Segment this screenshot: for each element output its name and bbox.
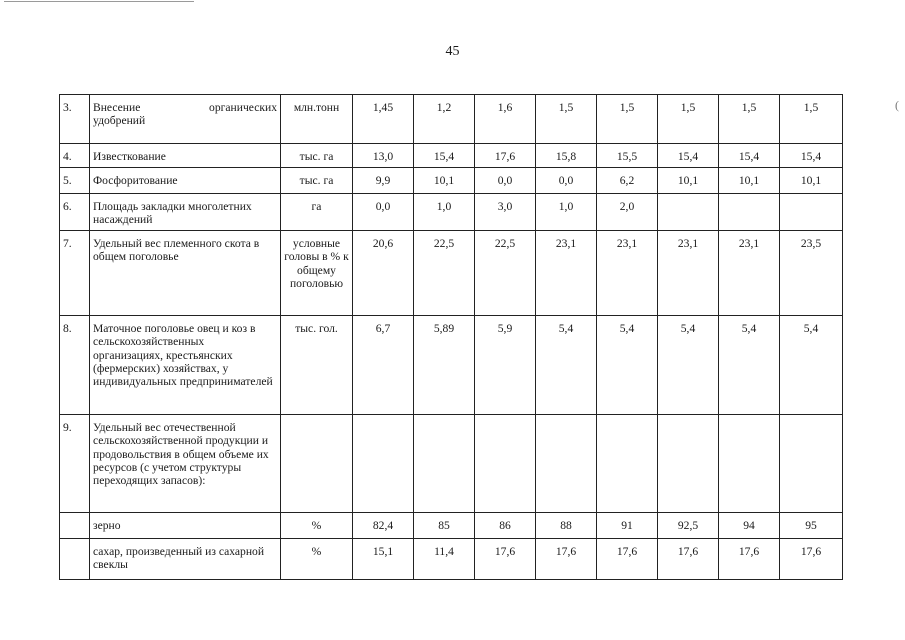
value-cell: 20,6 (353, 230, 414, 315)
row-unit: тыс. га (281, 144, 353, 168)
value-cell: 17,6 (475, 538, 536, 579)
value-cell: 15,5 (597, 144, 658, 168)
value-cell (597, 414, 658, 512)
value-cell: 5,89 (414, 315, 475, 414)
table-row (60, 512, 843, 538)
value-cell: 1,5 (780, 95, 843, 144)
value-cell: 85 (414, 512, 475, 538)
table-row (60, 168, 843, 194)
indicators-table (59, 94, 843, 580)
value-cell: 86 (475, 512, 536, 538)
value-cell: 94 (719, 512, 780, 538)
value-cell (536, 414, 597, 512)
value-cell: 15,8 (536, 144, 597, 168)
value-cell: 6,2 (597, 168, 658, 194)
row-indicator-name: Площадь закладки многолетних насаждений (90, 194, 281, 231)
row-indicator-name: Удельный вес отечественной сельскохозяйственной продукции и продовольствия в общем объеме их ресурсов (с учетом структуры переходящих запасов): (90, 414, 281, 512)
value-cell: 13,0 (353, 144, 414, 168)
value-cell: 23,1 (597, 230, 658, 315)
row-unit: га (281, 194, 353, 231)
value-cell: 1,6 (475, 95, 536, 144)
value-cell: 5,4 (536, 315, 597, 414)
value-cell (414, 414, 475, 512)
value-cell (353, 414, 414, 512)
row-indicator-name: Фосфоритование (90, 168, 281, 194)
value-cell: 22,5 (475, 230, 536, 315)
value-cell: 91 (597, 512, 658, 538)
page-number: 45 (445, 44, 460, 59)
top-edge-rule (4, 1, 194, 2)
row-indicator-name: Удельный вес племенного скота в общем поголовье (90, 230, 281, 315)
value-cell: 10,1 (719, 168, 780, 194)
row-indicator-name: зерно (90, 512, 281, 538)
value-cell: 17,6 (780, 538, 843, 579)
value-cell: 1,5 (658, 95, 719, 144)
row-indicator-name (90, 95, 281, 144)
value-cell: 1,5 (597, 95, 658, 144)
value-cell: 15,4 (414, 144, 475, 168)
value-cell: 5,4 (719, 315, 780, 414)
value-cell: 1,5 (536, 95, 597, 144)
row-unit: тыс. га (281, 168, 353, 194)
row-unit: % (281, 512, 353, 538)
row-indicator-name: Маточное поголовье овец и коз в сельскохозяйственных организациях, крестьянских (фермерских) хозяйствах, у индивидуальных предпринимателей (90, 315, 281, 414)
value-cell: 10,1 (414, 168, 475, 194)
value-cell (719, 194, 780, 231)
row-number: 3. (60, 95, 90, 144)
value-cell: 0,0 (536, 168, 597, 194)
row-number: 8. (60, 315, 90, 414)
row-number: 6. (60, 194, 90, 231)
row-number (60, 512, 90, 538)
value-cell: 10,1 (780, 168, 843, 194)
row-number: 9. (60, 414, 90, 512)
value-cell: 17,6 (719, 538, 780, 579)
value-cell: 1,0 (536, 194, 597, 231)
value-cell (475, 414, 536, 512)
row-indicator-name: Известкование (90, 144, 281, 168)
indicator-name-word: Внесение (93, 101, 141, 114)
value-cell: 1,0 (414, 194, 475, 231)
value-cell: 23,5 (780, 230, 843, 315)
value-cell: 92,5 (658, 512, 719, 538)
value-cell: 2,0 (597, 194, 658, 231)
value-cell: 0,0 (475, 168, 536, 194)
value-cell: 23,1 (536, 230, 597, 315)
value-cell (658, 194, 719, 231)
value-cell: 3,0 (475, 194, 536, 231)
table-row (60, 230, 843, 315)
value-cell: 10,1 (658, 168, 719, 194)
value-cell (780, 194, 843, 231)
value-cell (719, 414, 780, 512)
row-unit: млн.тонн (281, 95, 353, 144)
indicator-name-line (93, 101, 277, 114)
value-cell: 95 (780, 512, 843, 538)
value-cell: 15,1 (353, 538, 414, 579)
value-cell: 17,6 (536, 538, 597, 579)
row-indicator-name: сахар, произведенный из сахарной свеклы (90, 538, 281, 579)
value-cell: 5,9 (475, 315, 536, 414)
value-cell: 6,7 (353, 315, 414, 414)
value-cell: 88 (536, 512, 597, 538)
table-row (60, 538, 843, 579)
value-cell: 15,4 (719, 144, 780, 168)
row-unit (281, 414, 353, 512)
value-cell: 22,5 (414, 230, 475, 315)
table-row (60, 315, 843, 414)
table-row (60, 194, 843, 231)
row-unit: тыс. гол. (281, 315, 353, 414)
row-number: 7. (60, 230, 90, 315)
row-unit: % (281, 538, 353, 579)
row-unit: условные головы в % к общему поголовью (281, 230, 353, 315)
row-number (60, 538, 90, 579)
margin-mark: ( (895, 98, 899, 112)
value-cell: 11,4 (414, 538, 475, 579)
value-cell (658, 414, 719, 512)
value-cell: 15,4 (658, 144, 719, 168)
value-cell: 5,4 (780, 315, 843, 414)
indicator-name-word: органических (209, 101, 277, 114)
value-cell (780, 414, 843, 512)
table-row (60, 144, 843, 168)
table-body (60, 95, 843, 580)
value-cell: 15,4 (780, 144, 843, 168)
table-row (60, 414, 843, 512)
value-cell: 0,0 (353, 194, 414, 231)
value-cell: 82,4 (353, 512, 414, 538)
value-cell: 17,6 (597, 538, 658, 579)
row-number: 5. (60, 168, 90, 194)
row-number: 4. (60, 144, 90, 168)
value-cell: 17,6 (658, 538, 719, 579)
value-cell: 1,2 (414, 95, 475, 144)
value-cell: 1,5 (719, 95, 780, 144)
value-cell: 23,1 (719, 230, 780, 315)
value-cell: 5,4 (658, 315, 719, 414)
table-row (60, 95, 843, 144)
indicator-name-line: удобрений (93, 114, 146, 128)
value-cell: 9,9 (353, 168, 414, 194)
value-cell: 5,4 (597, 315, 658, 414)
value-cell: 17,6 (475, 144, 536, 168)
value-cell: 23,1 (658, 230, 719, 315)
value-cell: 1,45 (353, 95, 414, 144)
